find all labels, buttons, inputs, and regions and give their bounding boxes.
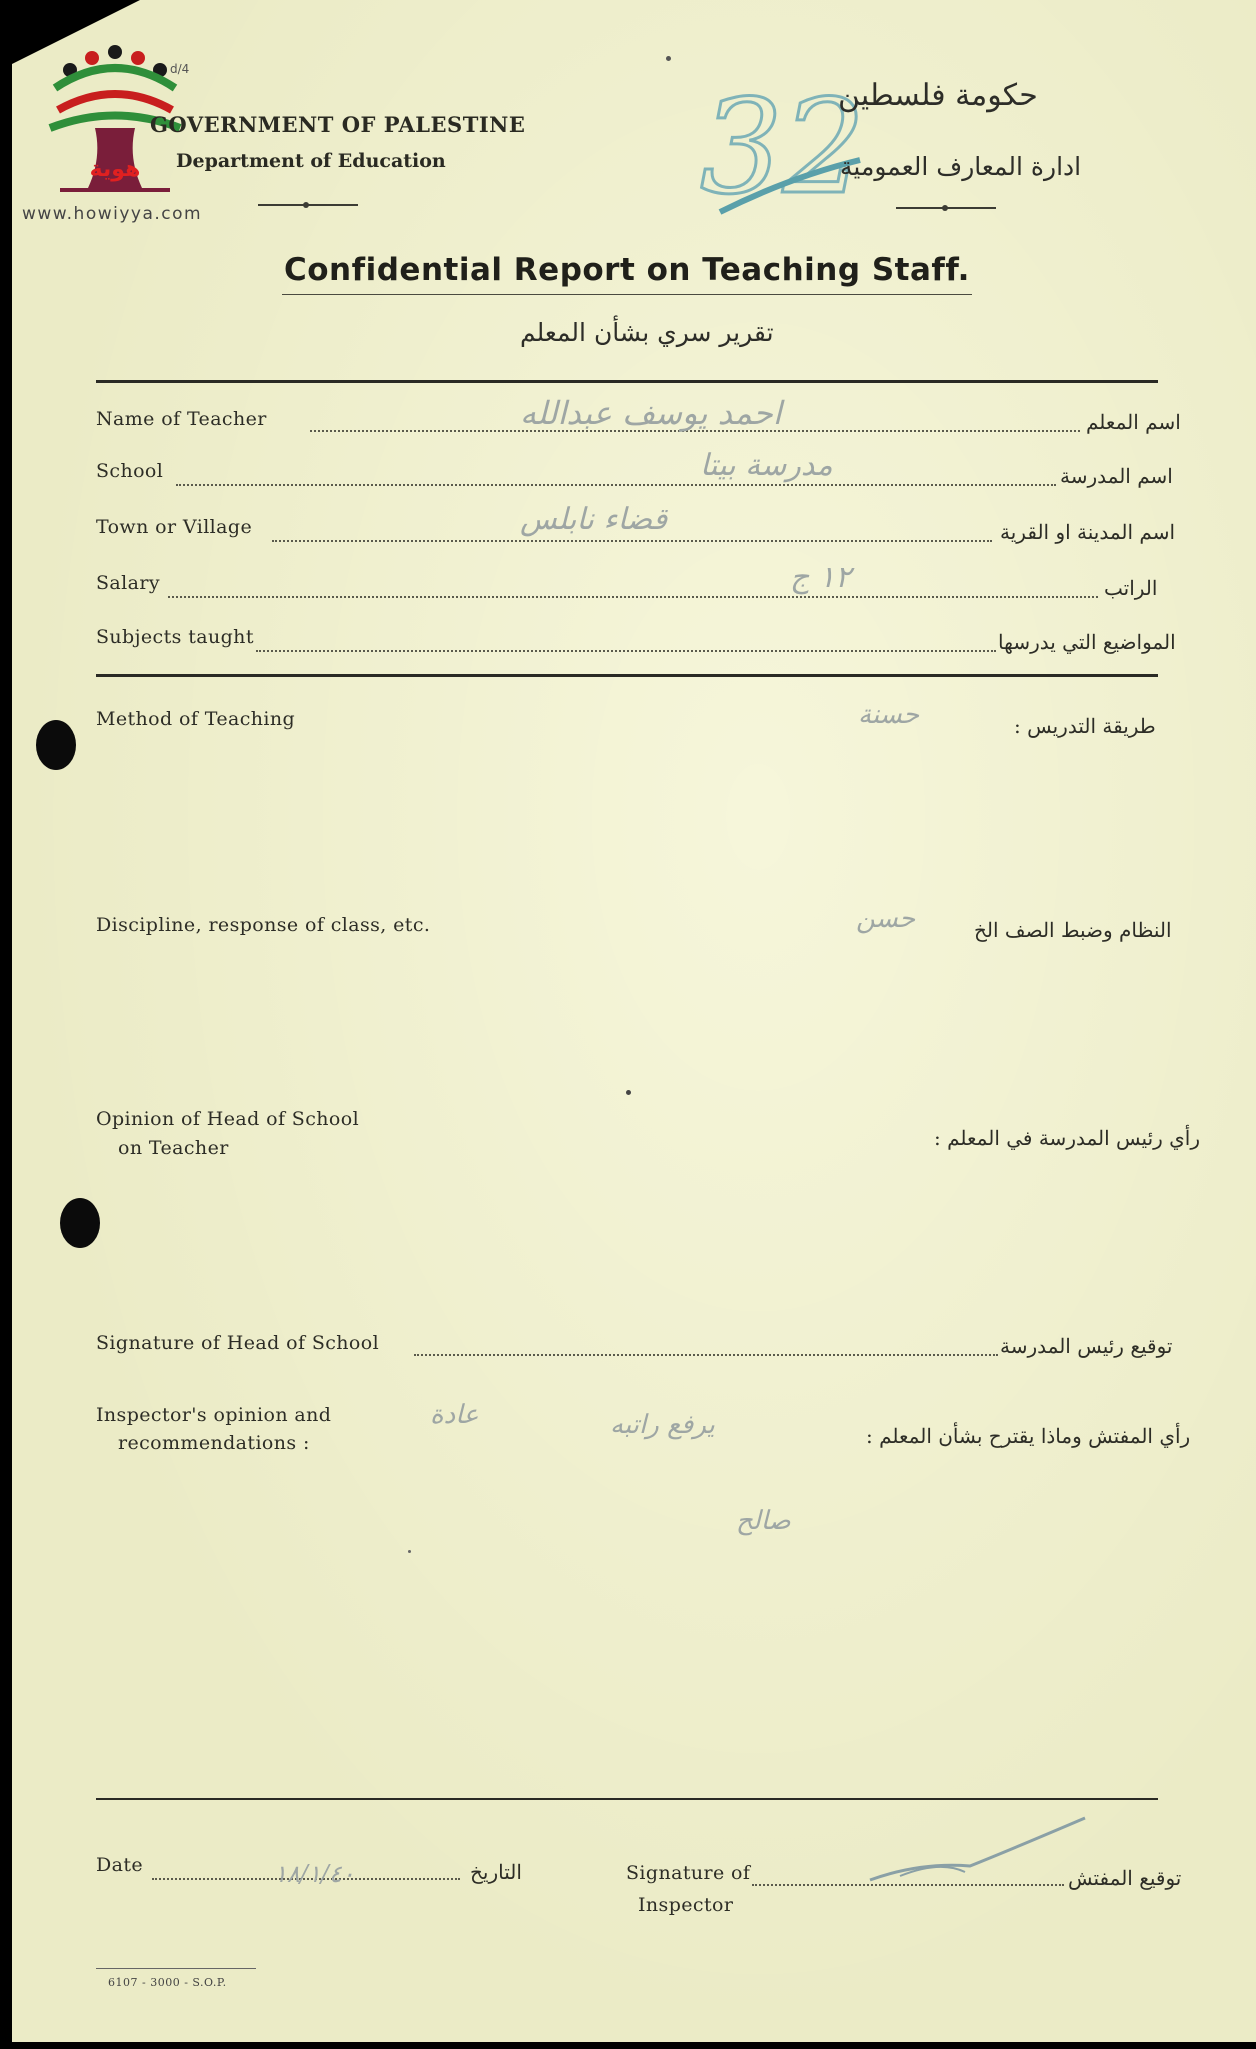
watermark-url: www.howiyya.com	[22, 204, 203, 224]
label-name-of-teacher-ar: اسم المعلم	[1086, 410, 1181, 434]
government-ar: حكومة فلسطين	[838, 78, 1038, 113]
value-discipline: حسن	[856, 904, 916, 934]
label-inspector-opinion-line2: recommendations :	[118, 1432, 310, 1454]
value-name-of-teacher: احمد يوسف عبدالله	[520, 394, 782, 432]
value-school: مدرسة بيتا	[700, 448, 833, 483]
document-title-ar: تقرير سري بشأن المعلم	[520, 318, 774, 347]
label-signature-head: Signature of Head of School	[96, 1332, 380, 1354]
value-town-or-village: قضاء نابلس	[520, 502, 668, 537]
label-discipline: Discipline, response of class, etc.	[96, 914, 431, 936]
label-town-or-village-ar: اسم المدينة او القرية	[1000, 520, 1176, 544]
department-ar: ادارة المعارف العمومية	[840, 152, 1082, 181]
binder-hole-bottom	[60, 1198, 100, 1248]
header-divider-dot-left	[303, 202, 309, 208]
speck-small	[408, 1550, 411, 1553]
label-salary-ar: الراتب	[1104, 576, 1158, 600]
dotted-line-town	[272, 540, 992, 542]
label-opinion-head-line2: on Teacher	[118, 1137, 229, 1159]
document-title: Confidential Report on Teaching Staff.	[284, 252, 970, 288]
binder-hole-top	[36, 720, 76, 770]
label-signature-head-ar: توقيع رئيس المدرسة	[1000, 1334, 1173, 1358]
value-inspector-line1a: عادة	[430, 1400, 479, 1430]
value-method-of-teaching: حسنة	[858, 700, 920, 730]
print-code: 6107 - 3000 - S.O.P.	[108, 1976, 227, 1989]
logo-text: هوية	[89, 157, 141, 182]
value-inspector-line1b: يرفع راتبه	[610, 1410, 715, 1440]
label-signature-inspector-line1: Signature of	[626, 1862, 751, 1884]
title-underline	[282, 294, 972, 295]
label-opinion-head-ar: رأي رئيس المدرسة في المعلم :	[934, 1126, 1201, 1150]
dotted-line-subjects	[256, 650, 996, 652]
value-date: ١٨/١/٤٠	[274, 1860, 355, 1888]
label-subjects-taught-ar: المواضيع التي يدرسها	[998, 630, 1176, 654]
label-subjects-taught: Subjects taught	[96, 626, 254, 648]
form-number: d/4	[170, 62, 190, 76]
top-rule	[96, 380, 1158, 383]
label-signature-inspector-ar: توقيع المفتش	[1068, 1866, 1182, 1890]
dotted-line-salary-visible	[168, 596, 1098, 598]
label-inspector-opinion-ar: رأي المفتش وماذا يقترح بشأن المعلم :	[866, 1424, 1191, 1448]
speck	[666, 56, 671, 61]
label-date-ar: التاريخ	[470, 1860, 522, 1884]
department-en: Department of Education	[176, 150, 446, 172]
label-date: Date	[96, 1854, 144, 1876]
header-divider-dot-right	[942, 205, 948, 211]
label-discipline-ar: النظام وضبط الصف الخ	[974, 918, 1172, 942]
label-opinion-head-line1: Opinion of Head of School	[96, 1108, 360, 1130]
value-salary: ١٢ ج	[790, 560, 852, 595]
label-inspector-opinion-line1: Inspector's opinion and	[96, 1404, 332, 1426]
dotted-line-signature-head	[414, 1354, 998, 1356]
document-paper	[12, 0, 1256, 2042]
stamp-number: 32	[700, 72, 866, 223]
government-en: GOVERNMENT OF PALESTINE	[150, 112, 526, 137]
label-name-of-teacher: Name of Teacher	[96, 408, 267, 430]
label-school: School	[96, 460, 164, 482]
label-method-of-teaching: Method of Teaching	[96, 708, 296, 730]
bottom-rule	[96, 1798, 1158, 1800]
dotted-line-school	[176, 484, 1056, 486]
speck-middle	[626, 1090, 631, 1095]
label-school-ar: اسم المدرسة	[1060, 464, 1173, 488]
label-method-of-teaching-ar: طريقة التدريس :	[1014, 714, 1156, 738]
value-inspector-line2: صالح	[736, 1506, 791, 1536]
middle-rule	[96, 674, 1158, 677]
label-salary: Salary	[96, 572, 160, 594]
label-town-or-village: Town or Village	[96, 516, 253, 538]
inspector-signature	[860, 1810, 1090, 1890]
label-signature-inspector-line2: Inspector	[638, 1894, 734, 1916]
print-code-rule	[96, 1968, 256, 1969]
